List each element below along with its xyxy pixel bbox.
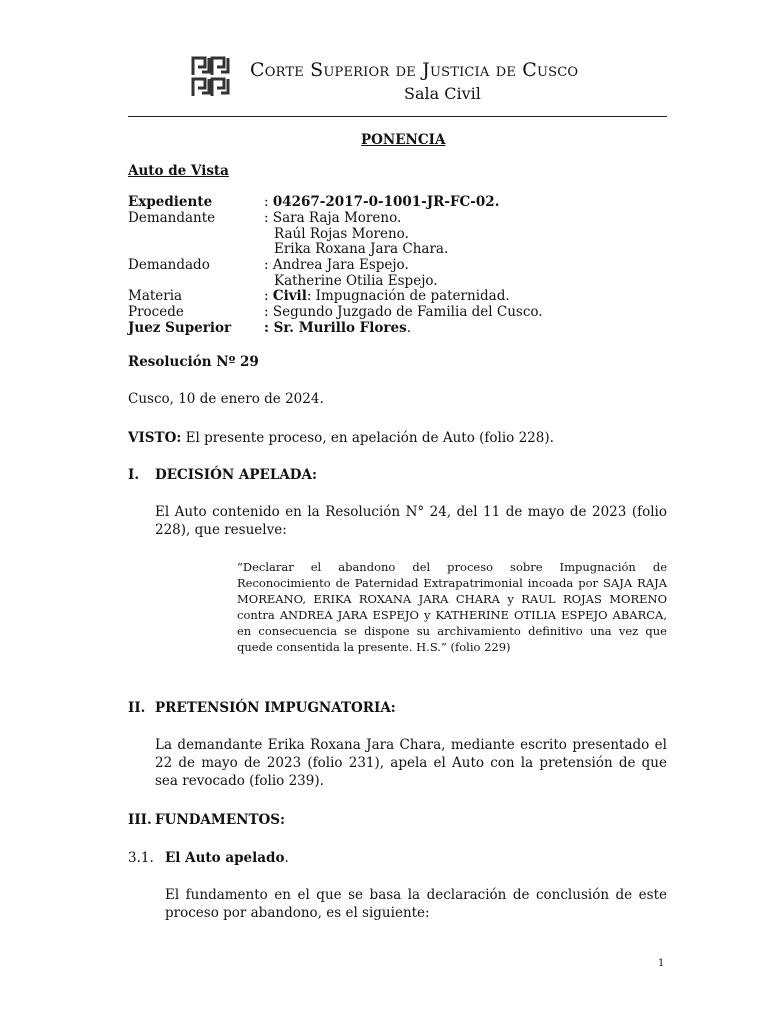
section-title: DECISIÓN APELADA: [155, 467, 317, 483]
demandado-label: Demandado [128, 257, 210, 273]
court-name: Corte Superior de Justicia de Cusco [250, 59, 579, 81]
visto-line: VISTO: El presente proceso, en apelación de Auto (folio 228). [128, 430, 554, 446]
section-paragraph: La demandante Erika Roxana Jara Chara, mediante escrito presentado el 22 de mayo de 2023 (folio 231), apela el Auto con la pretensión de que sea revocado (folio 239). [155, 737, 667, 789]
demandado-value: Katherine Otilia Espejo. [274, 273, 438, 289]
section-title: PRETENSIÓN IMPUGNATORIA: [155, 700, 396, 716]
section-number: III. [128, 812, 152, 828]
resolution-date: Cusco, 10 de enero de 2024. [128, 391, 324, 407]
materia-label: Materia [128, 288, 183, 304]
demandante-value: Raúl Rojas Moreno. [274, 226, 409, 242]
section-number: II. [128, 700, 146, 716]
section-number: I. [128, 467, 140, 483]
demandante-value: Erika Roxana Jara Chara. [274, 241, 449, 257]
demandado-value: : Andrea Jara Espejo. [264, 257, 409, 273]
pj-logo-icon [190, 55, 230, 99]
subsection-number: 3.1. [128, 850, 154, 866]
demandante-value: : Sara Raja Moreno. [264, 210, 402, 226]
document-title: PONENCIA [361, 132, 446, 148]
section-paragraph: El Auto contenido en la Resolución N° 24, del 11 de mayo de 2023 (folio 228), que resuelve: [155, 504, 667, 538]
juez-value: : Sr. Murillo Flores. [264, 320, 411, 336]
procede-value: : Segundo Juzgado de Familia del Cusco. [264, 304, 543, 320]
resolucion-number: Resolución Nº 29 [128, 354, 259, 370]
quoted-resolution: “Declarar el abandono del proceso sobre Impugnación de Reconocimiento de Paternidad Extrapatrimonial incoada por SAJA RAJA MOREANO, ERIKA ROXANA JARA CHARA y RAUL ROJAS MORENO contra ANDREA JARA ESPEJO y KATHERINE OTILIA ESPEJO ABARCA, en consecuencia se dispone su archivamiento definitivo una vez que quede consentida la presente. H.S.” (folio 229) [237, 560, 667, 654]
expediente-label: Expediente [128, 194, 213, 210]
procede-label: Procede [128, 304, 184, 320]
section-title: FUNDAMENTOS: [155, 812, 285, 828]
demandante-label: Demandante [128, 210, 216, 226]
subsection-title: El Auto apelado. [165, 850, 289, 866]
page-number: 1 [658, 958, 665, 969]
juez-label: Juez Superior [128, 320, 232, 336]
section-paragraph: El fundamento en el que se basa la declaración de conclusión de este proceso por abandono, es el siguiente: [165, 887, 667, 921]
materia-value: : Civil: Impugnación de paternidad. [264, 288, 510, 304]
document-type: Auto de Vista [128, 163, 229, 179]
header-divider [128, 116, 667, 117]
sala-name: Sala Civil [404, 84, 481, 103]
expediente-value: : 04267-2017-0-1001-JR-FC-02. [264, 194, 500, 210]
document-header [128, 55, 667, 103]
